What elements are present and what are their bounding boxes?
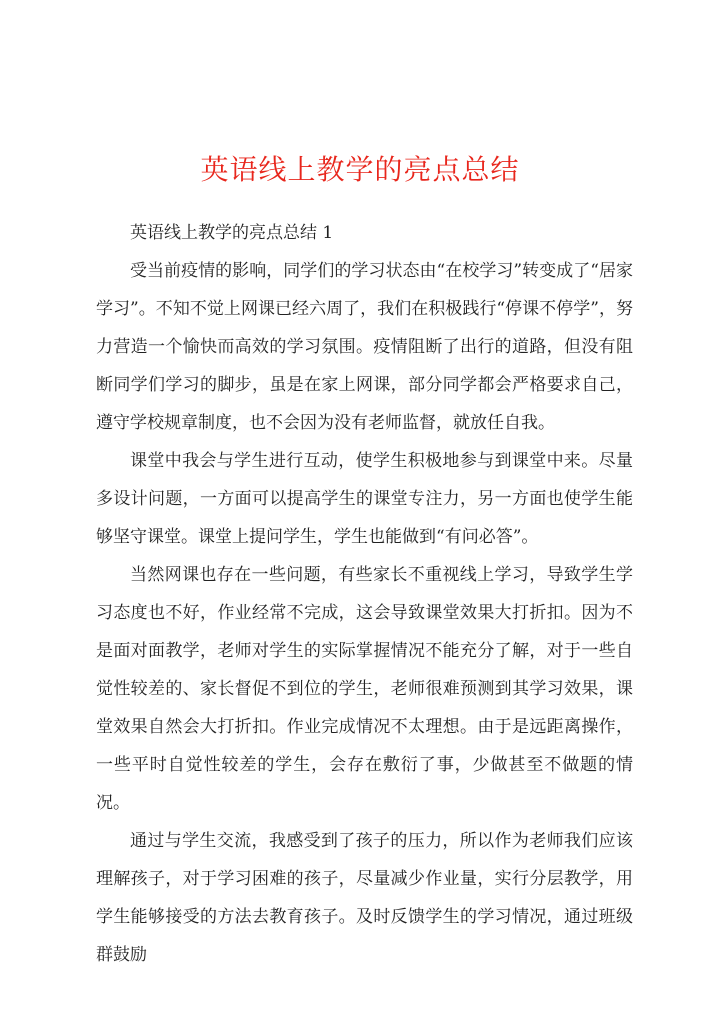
document-body <box>96 214 633 974</box>
paragraph-1: 受当前疫情的影响，同学们的学习状态由“在校学习”转变成了“居家学习”。不知不觉上网课已经六周了，我们在积极践行“停课不停学”，努力营造一个愉快而高效的学习氛围。疫情阻断了出行的道路，但没有阻断同学们学习的脚步，虽是在家上网课，部分同学都会严格要求自己，遵守学校规章制度，也不会因为没有老师监督，就放任自我。 <box>96 261 633 433</box>
page-title: 英语线上教学的亮点总结 <box>200 153 520 186</box>
paragraph-3: 当然网课也存在一些问题，有些家长不重视线上学习，导致学生学习态度也不好，作业经常不完成，这会导致课堂效果大打折扣。因为不是面对面教学，老师对学生的实际掌握情况不能充分了解，对于一些自觉性较差的、家长督促不到位的学生，老师很难预测到其学习效果，课堂效果自然会大打折扣。作业完成情况不太理想。由于是远距离操作，一些平时自觉性较差的学生，会存在敷衍了事，少做甚至不做题的情况。 <box>96 565 633 813</box>
section-heading: 英语线上教学的亮点总结 1 <box>130 223 334 243</box>
paragraph-4: 通过与学生交流，我感受到了孩子的压力，所以作为老师我们应该理解孩子，对于学习困难的孩子，尽量减少作业量，实行分层教学，用学生能够接受的方法去教育孩子。及时反馈学生的学习情况，通过班级群鼓励 <box>96 831 633 965</box>
paragraph-2: 课堂中我会与学生进行互动，使学生积极地参与到课堂中来。尽量多设计问题，一方面可以提高学生的课堂专注力，另一方面也使学生能够坚守课堂。课堂上提问学生，学生也能做到“有问必答”。 <box>96 451 633 547</box>
